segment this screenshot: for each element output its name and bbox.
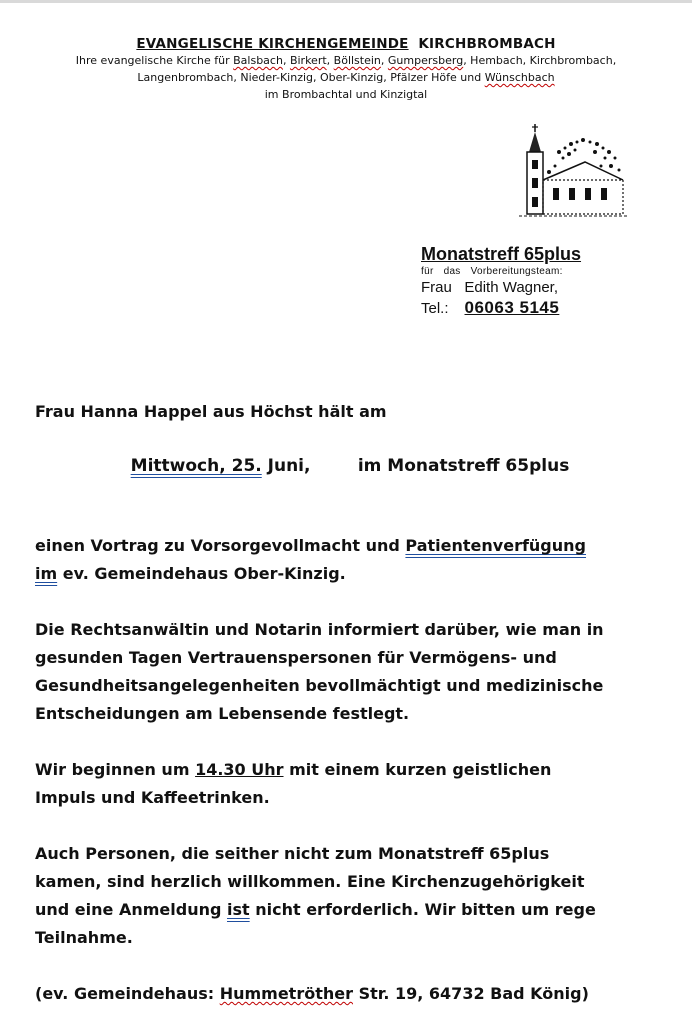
welcome-line: Auch Personen, die seither nicht zum Monatstreff 65plus	[35, 844, 550, 863]
topic-word: im	[35, 564, 58, 583]
contact-team-line	[421, 266, 661, 277]
top-border	[0, 0, 692, 3]
topic-location: ev. Gemeindehaus Ober-Kinzig.	[57, 564, 346, 583]
topic-keyword: Patientenverfügung	[405, 536, 586, 555]
speaker-line: gesunden Tagen Vertrauenspersonen für Vermögens- und	[35, 648, 557, 667]
team-word: für	[421, 266, 434, 277]
welcome-word: ist	[227, 900, 250, 919]
address-text: (ev. Gemeindehaus:	[35, 984, 220, 1003]
sub1-place: Birkert	[289, 54, 327, 67]
event-series: im Monatstreff 65plus	[357, 456, 570, 476]
time-text: Impuls und Kaffeetrinken.	[35, 788, 270, 807]
phone-number: 06063 5145	[464, 298, 560, 317]
address-paragraph	[35, 980, 665, 1008]
letter-body	[35, 398, 665, 1008]
intro-paragraph: Frau Hanna Happel aus Höchst hält am	[35, 402, 387, 421]
welcome-line: nicht erforderlich. Wir bitten um rege	[249, 900, 596, 919]
sub1-sep: ,	[380, 54, 388, 67]
team-word: das	[443, 266, 461, 277]
sub1-place: Böllstein	[333, 54, 381, 67]
speaker-line: Entscheidungen am Lebensende festlegt.	[35, 704, 410, 723]
sub1-text: , Hembach, Kirchbrombach,	[463, 54, 617, 67]
sub1-sep: ,	[282, 54, 290, 67]
title-part2: KIRCHBROMBACH	[418, 36, 556, 52]
phone-label: Tel.:	[421, 300, 449, 317]
contact-block	[421, 244, 661, 318]
start-time: 14.30 Uhr	[195, 760, 284, 779]
speaker-paragraph	[35, 616, 665, 728]
topic-paragraph	[35, 532, 665, 588]
address-street: Hummetröther	[219, 984, 353, 1003]
event-month: Juni,	[261, 456, 311, 476]
letterhead-subtitle-line3: im Brombachtal und Kinzigtal	[264, 88, 428, 101]
time-text: Wir beginnen um	[35, 760, 196, 779]
speaker-line: Die Rechtsanwältin und Notarin informiert darüber, wie man in	[35, 620, 604, 639]
speaker-line: Gesundheitsangelegenheiten bevollmächtigt und medizinische	[35, 676, 604, 695]
contact-title: Monatstreff 65plus	[421, 244, 582, 264]
sub1-sep: ,	[326, 54, 334, 67]
person-salutation: Frau	[421, 279, 452, 296]
time-text: mit einem kurzen geistlichen	[283, 760, 552, 779]
letterhead-title	[0, 36, 692, 52]
address-text: Str. 19, 64732 Bad König)	[353, 984, 589, 1003]
letterhead-subtitle-line2	[0, 69, 692, 86]
team-word: Vorbereitungsteam:	[470, 266, 563, 277]
church-sketch-icon	[505, 122, 630, 222]
person-name: Edith Wagner,	[464, 279, 559, 296]
contact-phone-line	[421, 298, 661, 318]
welcome-line: Teilnahme.	[35, 928, 133, 947]
sub1-place: Gumpersberg	[387, 54, 464, 67]
title-part1: EVANGELISCHE KIRCHENGEMEINDE	[136, 36, 409, 52]
sub1-place: Balsbach	[233, 54, 283, 67]
contact-person	[421, 279, 661, 296]
topic-text: einen Vortrag zu Vorsorgevollmacht und	[35, 536, 406, 555]
welcome-line: kamen, sind herzlich willkommen. Eine Kirchenzugehörigkeit	[35, 872, 585, 891]
sub2-text: Langenbrombach, Nieder-Kinzig, Ober-Kinzig, Pfälzer Höfe und	[137, 71, 485, 84]
sub2-place: Wünschbach	[484, 71, 555, 84]
welcome-paragraph	[35, 840, 665, 952]
letterhead	[0, 36, 692, 103]
time-paragraph	[35, 756, 665, 812]
event-date: Mittwoch, 25.	[130, 456, 262, 476]
sub1-text: Ihre evangelische Kirche für	[75, 54, 234, 67]
welcome-line: und eine Anmeldung	[35, 900, 227, 919]
letterhead-subtitle-line1	[0, 52, 692, 69]
